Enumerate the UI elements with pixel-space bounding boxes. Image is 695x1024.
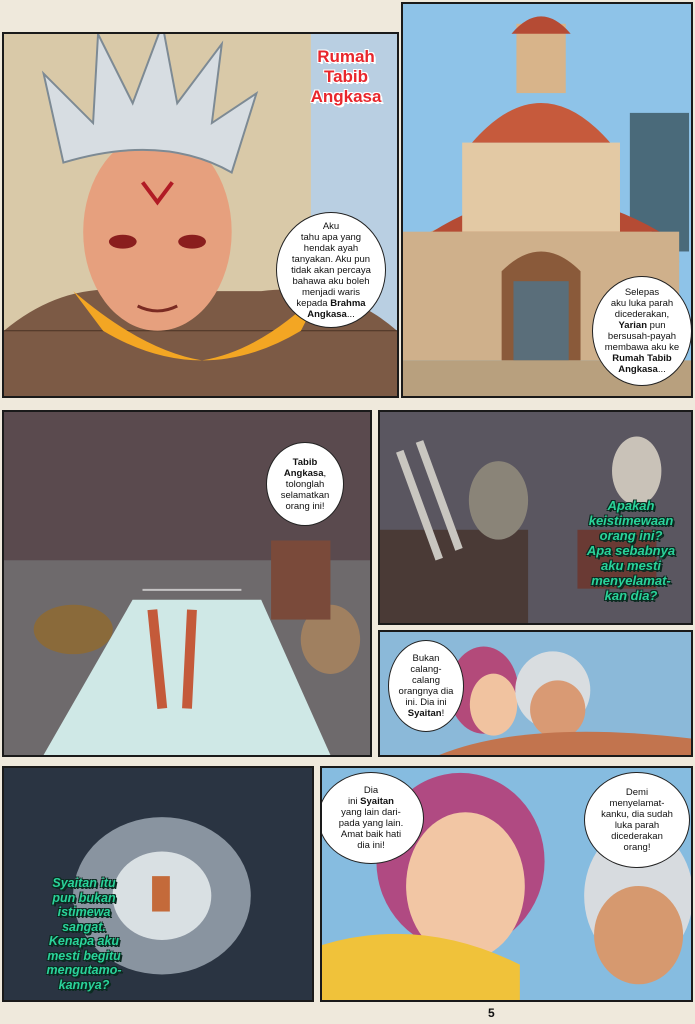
speech-bubble-girl-right: Demi menyelamat- kanku, dia sudah luka parah dicederakan orang! (584, 772, 690, 868)
speech-bubble-girl-left: Dia ini Syaitan yang lain dari- pada yang lain. Amat baik hati dia ini! (320, 772, 424, 864)
page-number: 5 (488, 1006, 495, 1020)
panel-girl-and-hero (378, 630, 693, 757)
panel-object-pile (378, 410, 693, 625)
panel-girl-closeup (320, 766, 693, 1002)
panel-hero-portrait (2, 32, 399, 398)
panel-temple (401, 2, 693, 398)
panel-cluttered-room (2, 410, 372, 757)
thought-caption-tabib-2: Syaitan itu pun bukan istimewa sangat. Kenapa aku mesti begitu mengutamo- kannya? (46, 876, 122, 992)
location-title: Rumah Tabib Angkasa (310, 47, 382, 106)
panel-dark-room (2, 766, 314, 1002)
speech-bubble-girl: Bukan calang- calang orangnya dia ini. Dia ini Syaitan! (388, 640, 464, 732)
speech-bubble-hero: Aku tahu apa yang hendak ayah tanyakan. Aku pun tidak akan percaya bahawa aku boleh menjadi waris kepada Brahma Angkasa... (276, 212, 386, 328)
speech-bubble-yarian: Tabib Angkasa, tolonglah selamatkan orang ini! (266, 442, 344, 526)
thought-caption-tabib: Apakah keistimewaan orang ini? Apa sebabnya aku mesti menyelamat- kan dia? (586, 498, 676, 603)
speech-bubble-narration: Selepas aku luka parah dicederakan, Yarian pun bersusah-payah membawa aku ke Rumah Tabib Angkasa... (592, 276, 692, 386)
